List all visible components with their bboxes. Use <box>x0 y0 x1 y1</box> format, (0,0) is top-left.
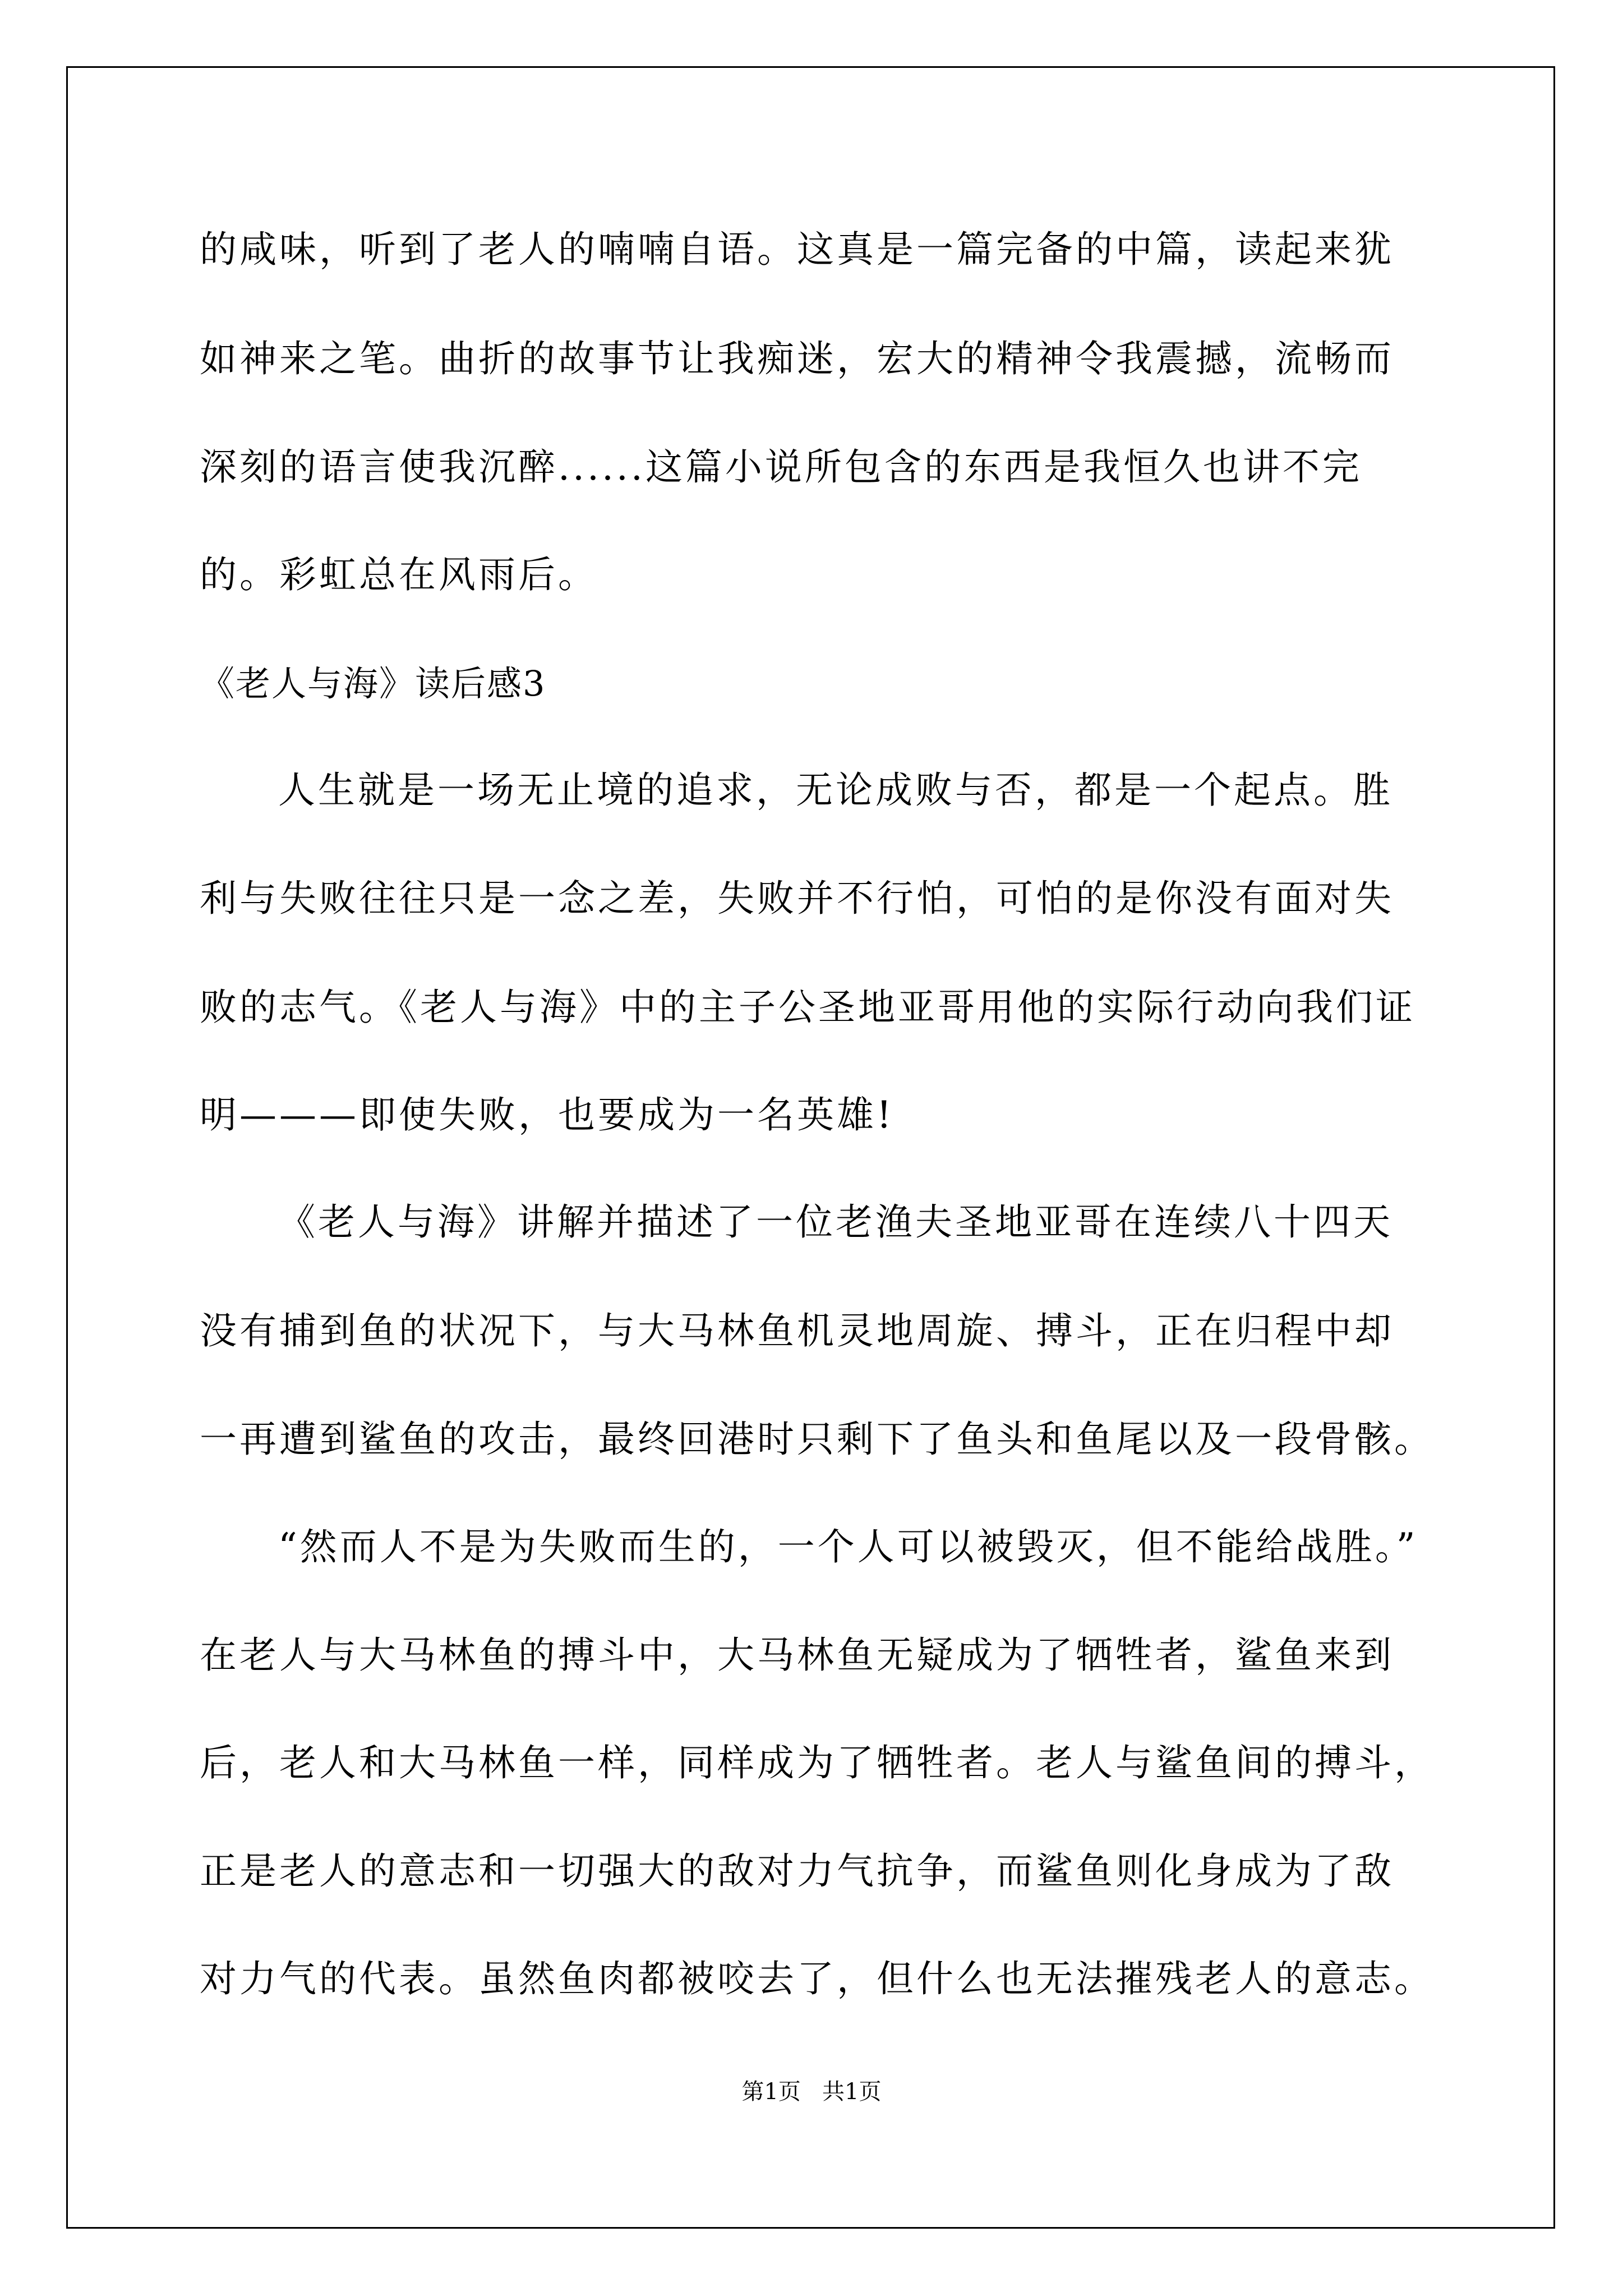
paragraph-line: 在老人与大马林鱼的搏斗中，大马林鱼无疑成为了牺牲者，鲨鱼来到 <box>200 1634 1394 1677</box>
paragraph-line: 的咸味，听到了老人的喃喃自语。这真是一篇完备的中篇，读起来犹 <box>200 228 1394 271</box>
paragraph-line: 的。彩虹总在风雨后。 <box>200 553 598 596</box>
paragraph-line: 对力气的代表。虽然鱼肉都被咬去了，但什么也无法摧残老人的意志。 <box>200 1957 1434 2000</box>
paragraph-line: 正是老人的意志和一切强大的敌对力气抗争，而鲨鱼则化身成为了敌 <box>200 1849 1394 1893</box>
paragraph-line: 一再遭到鲨鱼的攻击，最终回港时只剩下了鱼头和鱼尾以及一段骨骸。 <box>200 1418 1434 1461</box>
paragraph-line: 败的志气。《老人与海》中的主子公圣地亚哥用他的实际行动向我们证 <box>200 986 1415 1029</box>
page-border <box>66 66 1555 2229</box>
paragraph-line: “然而人不是为失败而生的，一个人可以被毁灭，但不能给战胜。” <box>278 1525 1418 1568</box>
paragraph-line: 利与失败往往只是一念之差，失败并不行怕，可怕的是你没有面对失 <box>200 877 1394 920</box>
page-footer: 第1页 共1页 <box>741 2079 882 2105</box>
paragraph-line: 如神来之笔。曲折的故事节让我痴迷，宏大的精神令我震撼，流畅而 <box>200 337 1394 380</box>
section-heading: 《老人与海》读后感3 <box>200 663 546 704</box>
paragraph-line: 明———即使失败，也要成为一名英雄! <box>200 1093 895 1137</box>
paragraph-line: 人生就是一场无止境的追求，无论成败与否，都是一个起点。胜 <box>278 769 1393 812</box>
paragraph-line: 没有捕到鱼的状况下，与大马林鱼机灵地周旋、搏斗，正在归程中却 <box>200 1309 1394 1352</box>
paragraph-line: 后，老人和大马林鱼一样，同样成为了牺牲者。老人与鲨鱼间的搏斗， <box>200 1741 1434 1784</box>
paragraph-line: 《老人与海》讲解并描述了一位老渔夫圣地亚哥在连续八十四天 <box>278 1200 1393 1244</box>
paragraph-line: 深刻的语言使我沉醉......这篇小说所包含的东西是我恒久也讲不完 <box>200 445 1362 489</box>
